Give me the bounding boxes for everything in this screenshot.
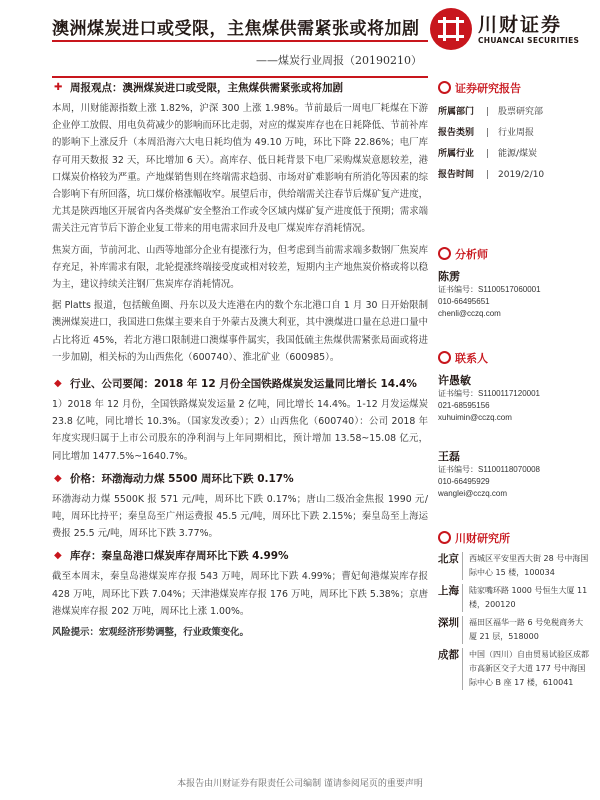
title-divider bbox=[52, 40, 428, 42]
info-key: 报告类别 bbox=[438, 128, 475, 138]
report-title: 澳洲煤炭进口或受限，主焦煤供需紧张或将加剧 bbox=[52, 19, 420, 39]
analyst-email[interactable]: chenli@cczq.com bbox=[438, 309, 501, 318]
circle-icon bbox=[438, 247, 451, 260]
institute-label: 川财研究所 bbox=[455, 532, 510, 545]
contact-phone: 021-68595156 bbox=[438, 401, 490, 410]
logo-emblem-icon bbox=[430, 8, 472, 50]
summary-paragraph-2: 焦炭方面，节前河北、山西等地部分企业有提涨行为，但考虑到当前需求端多数钢厂焦炭库存充足，补库需求有限，北轮提涨终端接受度或相对较差，短期内主产地焦炭价格或将以稳为主，建议持续关注钢厂焦炭库存消耗情况。 bbox=[52, 244, 428, 291]
office-city: 成都 bbox=[438, 649, 459, 661]
contact-email[interactable]: xuhuimin@cczq.com bbox=[438, 413, 512, 422]
contact-card bbox=[438, 372, 590, 424]
page-footer: 本报告由川财证券有限责任公司编制 谨请参阅尾页的重要声明 bbox=[177, 779, 423, 789]
report-header bbox=[0, 0, 600, 76]
info-value: 行业周报 bbox=[498, 128, 535, 138]
info-row: 报告类别 | 行业周报 bbox=[438, 123, 590, 144]
office-chengdu bbox=[438, 648, 590, 690]
info-value: 能源/煤炭 bbox=[498, 149, 538, 159]
analyst-cert: 证书编号：S1100517060001 bbox=[438, 285, 541, 294]
price-heading: ◆ 价格：环渤海动力煤 5500 周环比下跌 0.17% bbox=[52, 471, 428, 487]
office-beijing bbox=[438, 552, 590, 580]
main-content bbox=[52, 80, 428, 641]
circle-icon bbox=[438, 351, 451, 364]
risk-warning: 风险提示：宏观经济形势调整，行业政策变化。 bbox=[52, 627, 249, 639]
contact-email[interactable]: wanglei@cczq.com bbox=[438, 489, 508, 498]
summary-paragraph-3: 据 Platts 报道，包括鲅鱼圈、丹东以及大连港在内的数个东北港口自 1 月 30 日开始限制澳洲煤炭进口，我国进口焦煤主要来自于外蒙古及澳大利亚，其中澳煤进口量在总进口量中占比将近 45%，若北方港口限制进口澳煤事件属实，我国低硫主焦煤供需紧张局面或将进一步加剧，相关标的为山西焦化（600740）、淮北矿业（600985）。 bbox=[52, 300, 428, 363]
subtitle-divider bbox=[52, 76, 428, 78]
office-address: 中国（四川）自由贸易试验区成都市高新区交子大道 177 号中海国际中心 B 座 17 楼，610041 bbox=[462, 648, 590, 690]
info-row: 所属行业 | 能源/煤炭 bbox=[438, 144, 590, 165]
circle-icon bbox=[438, 531, 451, 544]
research-report-label: 证券研究报告 bbox=[455, 82, 521, 95]
info-value: 2019/2/10 bbox=[498, 170, 545, 180]
office-city: 北京 bbox=[438, 553, 459, 565]
analyst-phone: 010-66495651 bbox=[438, 297, 490, 306]
info-row: 报告时间 | 2019/2/10 bbox=[438, 165, 590, 186]
research-report-title bbox=[438, 80, 590, 98]
contact-phone: 010-66495929 bbox=[438, 477, 490, 486]
office-address: 西城区平安里西大街 28 号中海国际中心 15 楼，100034 bbox=[462, 552, 590, 580]
analyst-card bbox=[438, 268, 590, 320]
logo-name: 川财证券 bbox=[478, 14, 563, 36]
office-shenzhen bbox=[438, 616, 590, 644]
office-city: 深圳 bbox=[438, 617, 459, 629]
analyst-label: 分析师 bbox=[455, 248, 488, 261]
industry-news-heading: ◆ 行业、公司要闻：2018 年 12 月份全国铁路煤炭发运量同比增长 14.4% bbox=[52, 376, 428, 392]
sidebar bbox=[438, 80, 590, 690]
inventory-paragraph: 截至本周末，秦皇岛港煤炭库存报 543 万吨，周环比下跌 4.99%；曹妃甸港煤炭库存报 428 万吨，周环比下跌 7.04%；天津港煤炭库存报 176 万吨，周环比下跌 5.38%；京唐港煤炭库存报 202 万吨，周环比上涨 1.00%。 bbox=[52, 571, 428, 617]
contact-cert: 证书编号：S1100118070008 bbox=[438, 465, 540, 474]
logo-english: CHUANCAI SECURITIES bbox=[478, 36, 580, 45]
info-key: 报告时间 bbox=[438, 170, 475, 180]
analyst-title bbox=[438, 246, 590, 264]
info-row: 所属部门 | 股票研究部 bbox=[438, 102, 590, 123]
circle-icon bbox=[438, 81, 451, 94]
info-key: 所属部门 bbox=[438, 107, 475, 117]
office-city: 上海 bbox=[438, 585, 459, 597]
contact-cert: 证书编号：S1100117120001 bbox=[438, 389, 540, 398]
company-logo bbox=[430, 8, 590, 52]
contact-name: 许愚敏 bbox=[438, 374, 471, 387]
industry-news-paragraph: 1）2018 年 12 月份，全国铁路煤炭发运量 2 亿吨，同比增长 14.4%。1-12 月发运煤炭 23.8 亿吨，同比增长 10.3%。（国家发改委）；2）山西焦化（600740）：公司 2018 年年度实现归属于上市公司股东的净利润与上年同期相比，预计增加 13.58~15.08 亿元，同比增加 1477.5%~1640.7%。 bbox=[52, 399, 428, 462]
contact-card bbox=[438, 448, 590, 500]
contact-title bbox=[438, 350, 590, 368]
office-address: 福田区福华一路 6 号免税商务大厦 21 层，518000 bbox=[462, 616, 590, 644]
inventory-heading: ◆ 库存：秦皇岛港口煤炭库存周环比下跌 4.99% bbox=[52, 548, 428, 564]
office-shanghai bbox=[438, 584, 590, 612]
office-address: 陆家嘴环路 1000 号恒生大厦 11 楼，200120 bbox=[462, 584, 590, 612]
contact-name: 王磊 bbox=[438, 450, 460, 463]
contact-label: 联系人 bbox=[455, 352, 488, 365]
summary-heading: ✚ 周报观点：澳洲煤炭进口或受限，主焦煤供需紧张或将加剧 bbox=[52, 80, 428, 96]
summary-paragraph-1: 本周，川财能源指数上涨 1.82%，沪深 300 上涨 1.98%。节前最后一周电厂耗煤在下游企业停工放假、用电负荷减少的影响而环比走弱，对应的煤炭库存也在日耗降低、节前补库的影响下上涨反升（本周沿海六大电日耗均值为 49.10 万吨，环比下降 22.86%；电厂库存可用天数报 32 天，环比增加 6 天）。高库存、低日耗背景下电厂采购煤炭意愿较差，港口煤炭价格较为严重。产地煤销售则在终端需求趋弱、市场对矿难影响有所消化等因素的综合影响下有所回落，坑口煤价格涨幅收窄。展望后市，供给端需关注春节后煤矿复产进度，尤其是陕西地区开展省内各类煤矿安全整治工作或令区域内煤矿复产进度低于预期；需求端需关注元宵节后下游企业复工带来的用电需求回升及电厂煤炭库存消耗情况。 bbox=[52, 103, 428, 235]
report-subtitle: ——煤炭行业周报（20190210） bbox=[256, 54, 422, 67]
analyst-name: 陈雳 bbox=[438, 270, 460, 283]
institute-title bbox=[438, 530, 590, 548]
info-value: 股票研究部 bbox=[498, 107, 544, 117]
report-info bbox=[438, 102, 590, 186]
info-key: 所属行业 bbox=[438, 149, 475, 159]
price-paragraph: 环渤海动力煤 5500K 报 571 元/吨，周环比下跌 0.17%；唐山二级冶金焦报 1990 元/吨，周环比持平；秦皇岛至广州运费报 45.5 元/吨，周环比下跌 2.15%；秦皇岛至上海运费报 25.5 元/吨，周环比下跌 3.77%。 bbox=[52, 493, 428, 540]
